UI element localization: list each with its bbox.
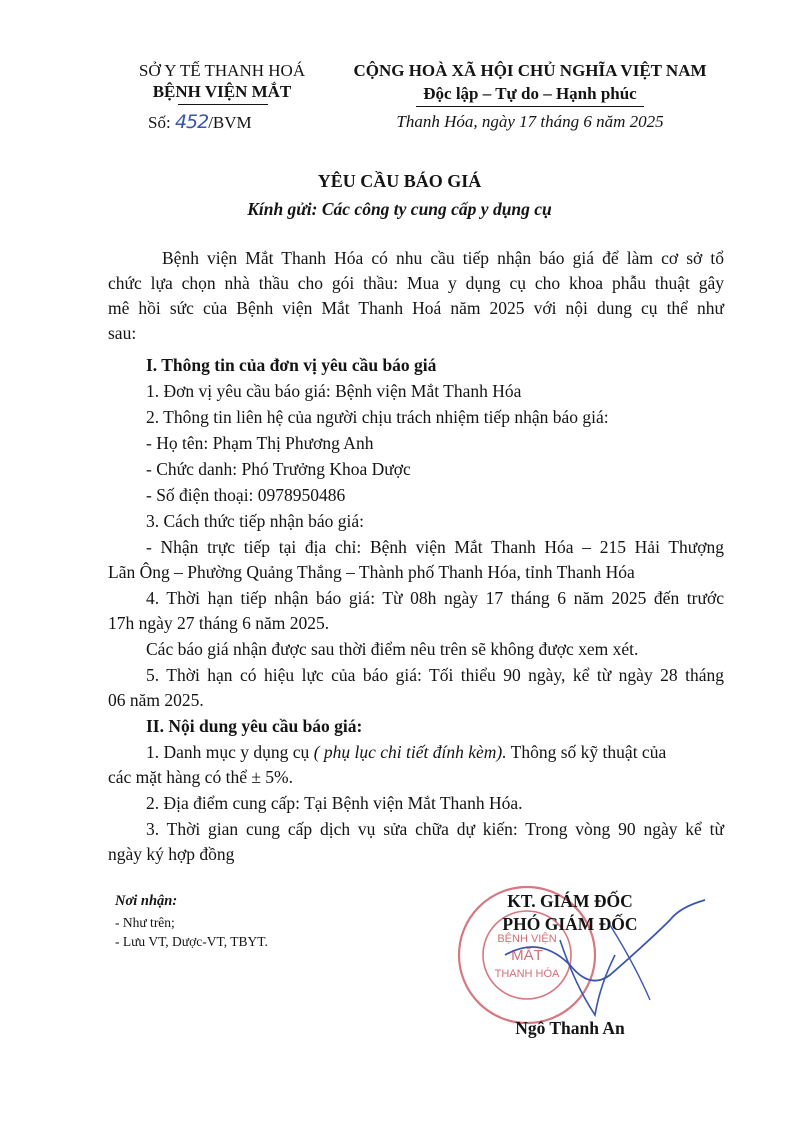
validity-line-2: 06 năm 2025. [108,690,204,710]
address-line-2: Lãn Ông – Phường Quảng Thắng – Thành phố Thanh Hóa, tỉnh Thanh Hóa [108,562,635,582]
document-title: YÊU CẦU BÁO GIÁ [317,171,482,191]
section2-item-1-cont: các mặt hàng có thể ± 5%. [108,767,294,787]
signature-title-line-2: PHÓ GIÁM ĐỐC [502,914,638,934]
deadline-line-1: 4. Thời hạn tiếp nhận báo giá: Từ 08h ngày 17 tháng 6 năm 2025 đến trước [146,588,724,608]
issue-date: Thanh Hóa, ngày 17 tháng 6 năm 2025 [396,112,664,131]
contact-phone: - Số điện thoại: 0978950486 [146,485,346,505]
intro-line-4: sau: [108,323,137,343]
recipient-item: - Lưu VT, Dược-VT, TBYT. [115,934,268,949]
deadline-line-2: 17h ngày 27 tháng 6 năm 2025. [108,613,330,633]
address-line-1: - Nhận trực tiếp tại địa chỉ: Bệnh viện Mắt Thanh Hóa – 215 Hải Thượng [146,537,724,557]
national-motto: Độc lập – Tự do – Hạnh phúc [423,84,637,103]
signature-title-line-1: KT. GIÁM ĐỐC [507,891,633,911]
section2-item-1 [146,742,724,763]
intro-line-3: mê hồi sức của Bệnh viện Mắt Thanh Hoá năm 2025 với nội dung cụ thể như [108,298,724,318]
recipient-item: - Như trên; [115,915,175,930]
ministry-name: SỞ Y TẾ THANH HOÁ [138,61,306,80]
item1-text: 1. Danh mục y dụng cụ [146,742,314,762]
recipient-line: Kính gửi: Các công ty cung cấp y dụng cụ [247,199,552,219]
document-number [148,111,252,133]
svg-text:THANH HÓA: THANH HÓA [494,968,560,980]
section1-item-1: 1. Đơn vị yêu cầu báo giá: Bệnh viện Mắt Thanh Hóa [146,381,522,401]
section1-heading: I. Thông tin của đơn vị yêu cầu báo giá [146,355,437,375]
late-quotes-note: Các báo giá nhận được sau thời điểm nêu trên sẽ không được xem xét. [146,639,639,659]
svg-text:MẮT: MẮT [511,947,543,964]
section1-item-2: 2. Thông tin liên hệ của người chịu trách nhiệm tiếp nhận báo giá: [146,407,609,427]
item1-tail: Thông số kỹ thuật của [506,742,667,762]
handwritten-signature [500,895,720,1025]
number-suffix: /BVM [208,113,252,132]
section2-item-3-cont: ngày ký hợp đồng [108,844,235,864]
item1-italic-note: ( phụ lục chi tiết đính kèm). [313,742,507,762]
validity-line-1: 5. Thời hạn có hiệu lực của báo giá: Tối thiểu 90 ngày, kể từ ngày 28 tháng [146,665,724,685]
hospital-name: BỆNH VIỆN MẮT [152,82,292,101]
intro-line-2: chức lựa chọn nhà thầu cho gói thầu: Mua y dụng cụ cho khoa phẫu thuật gây [108,273,724,293]
section2-item-3: 3. Thời gian cung cấp dịch vụ sửa chữa dự kiến: Trong vòng 90 ngày kể từ [146,819,724,839]
recipients-label: Nơi nhận: [115,893,178,909]
section1-item-3: 3. Cách thức tiếp nhận báo giá: [146,511,364,531]
country-name: CỘNG HOÀ XÃ HỘI CHỦ NGHĨA VIỆT NAM [353,61,707,80]
number-prefix: Số: [148,113,175,132]
number-handwritten: 452 [174,111,209,133]
contact-name: - Họ tên: Phạm Thị Phương Anh [146,433,374,453]
svg-text:BỆNH VIỆN: BỆNH VIỆN [497,933,557,945]
section2-item-2: 2. Địa điểm cung cấp: Tại Bệnh viện Mắt Thanh Hóa. [146,793,523,813]
signer-name: Ngô Thanh An [515,1018,625,1038]
motto-underline [416,106,644,107]
section2-heading: II. Nội dung yêu cầu báo giá: [146,716,363,736]
hospital-underline [178,104,268,105]
intro-line-1: Bệnh viện Mắt Thanh Hóa có nhu cầu tiếp nhận báo giá để làm cơ sở tổ [162,248,724,268]
contact-title: - Chức danh: Phó Trưởng Khoa Dược [146,459,411,479]
